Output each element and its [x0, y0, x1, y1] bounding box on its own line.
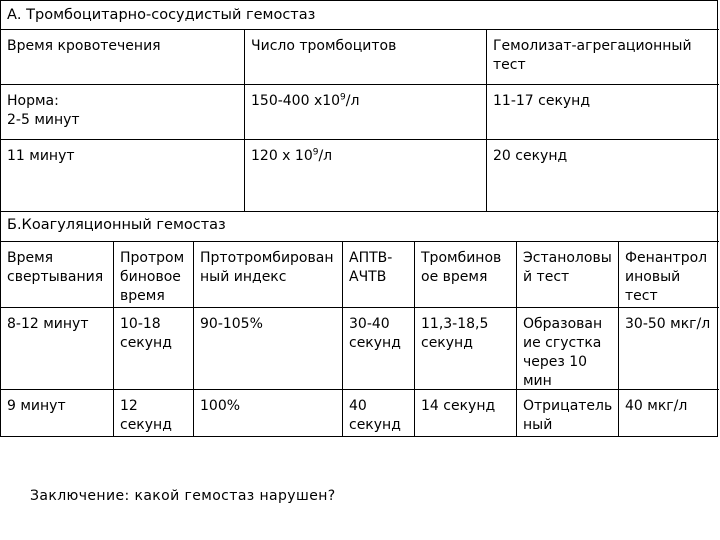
- cell-line: 40 мкг/л: [625, 398, 688, 414]
- row-divider: [1, 139, 719, 140]
- header-line: Тромбинов: [421, 250, 502, 266]
- header-platelet-count: [251, 37, 396, 56]
- cell-line: Норма:: [7, 93, 59, 109]
- header-thrombin-time: [421, 249, 501, 287]
- header-line: Время кровотечения: [7, 38, 161, 54]
- cell-line: 11,3-18,5: [421, 316, 489, 332]
- header-line: время: [120, 288, 165, 304]
- header-line: Пртотромбирован: [200, 250, 334, 266]
- header-phenanthroline-test: [625, 249, 707, 306]
- col-divider: [244, 29, 245, 211]
- col-divider: [618, 241, 619, 437]
- row-divider: [1, 211, 719, 212]
- header-prothrombin-index: [200, 249, 333, 287]
- cell-phenanthroline-patient: [625, 397, 687, 416]
- cell-line: Отрицатель: [523, 398, 613, 414]
- col-divider: [193, 241, 194, 437]
- cell-clotting-norm: [7, 315, 88, 334]
- col-divider: [516, 241, 517, 437]
- cell-line: секунд: [349, 417, 401, 433]
- section-a-title: А. Тромбоцитарно-сосудистый гемостаз: [7, 7, 316, 23]
- cell-line: 10-18: [120, 316, 161, 332]
- cell-line: ие сгустка: [523, 335, 602, 351]
- cell-line: 90-105%: [200, 316, 263, 332]
- header-line: иновый: [625, 269, 681, 285]
- header-line: тест: [493, 57, 526, 73]
- cell-ethanol-test-norm: [523, 315, 602, 391]
- header-line: й тест: [523, 269, 570, 285]
- cell-clotting-patient: [7, 397, 66, 416]
- cell-line: секунд: [349, 335, 401, 351]
- cell-line: Образован: [523, 316, 603, 332]
- cell-text: 150-400 х10: [251, 93, 341, 109]
- cell-line: секунд: [120, 335, 172, 351]
- cell-prothrombin-time-norm: [120, 315, 172, 353]
- cell-phenanthroline-norm: [625, 315, 710, 334]
- cell-line: 2-5 минут: [7, 112, 80, 128]
- header-prothrombin-time: [120, 249, 184, 306]
- cell-bleeding-norm: [7, 92, 80, 130]
- header-line: Число тромбоцитов: [251, 38, 397, 54]
- cell-aggregation-norm: [493, 92, 590, 111]
- cell-thrombin-time-patient: [421, 397, 495, 416]
- cell-platelets-patient: [251, 147, 332, 166]
- row-divider: [1, 307, 719, 308]
- col-divider: [414, 241, 415, 437]
- cell-line: 12: [120, 398, 138, 414]
- header-line: Эстаноловы: [523, 250, 612, 266]
- cell-text: /л: [345, 93, 360, 109]
- row-divider: [1, 84, 719, 85]
- cell-thrombin-time-norm: [421, 315, 488, 353]
- header-line: Протром: [120, 250, 185, 266]
- cell-prothrombin-time-patient: [120, 397, 172, 435]
- row-divider: [1, 29, 719, 30]
- header-ethanol-test: [523, 249, 612, 287]
- cell-line: секунд: [421, 335, 473, 351]
- header-line: биновое: [120, 269, 181, 285]
- conclusion-question: Заключение: какой гемостаз нарушен?: [30, 488, 336, 504]
- cell-line: 9 минут: [7, 398, 66, 414]
- cell-aptt-patient: [349, 397, 401, 435]
- superscript: 9: [312, 147, 319, 158]
- section-b-title: Б.Коагуляционный гемостаз: [7, 217, 226, 233]
- cell-aptt-norm: [349, 315, 401, 353]
- cell-aggregation-patient: [493, 147, 567, 166]
- cell-line: секунд: [120, 417, 172, 433]
- cell-line: 20 секунд: [493, 148, 568, 164]
- cell-line: 30-50 мкг/л: [625, 316, 711, 332]
- header-line: Фенантрол: [625, 250, 708, 266]
- cell-line: 100%: [200, 398, 241, 414]
- row-divider: [1, 389, 719, 390]
- cell-text: /л: [318, 148, 333, 164]
- header-line: Гемолизат-агрегационный: [493, 38, 692, 54]
- cell-ethanol-test-patient: [523, 397, 612, 435]
- superscript: 9: [340, 92, 346, 103]
- cell-bleeding-patient: [7, 147, 75, 166]
- cell-text: 120 х 10: [251, 148, 313, 164]
- cell-platelets-norm: [251, 92, 359, 111]
- row-divider: [1, 241, 719, 242]
- cell-line: 11 минут: [7, 148, 75, 164]
- cell-line: мин: [523, 373, 552, 389]
- header-line: ое время: [421, 269, 488, 285]
- cell-line: 30-40: [349, 316, 390, 332]
- col-divider: [486, 29, 487, 211]
- cell-prothrombin-index-patient: [200, 397, 240, 416]
- cell-prothrombin-index-norm: [200, 315, 263, 334]
- cell-line: ный: [523, 417, 553, 433]
- cell-line: 40: [349, 398, 367, 414]
- header-line: АПТВ-: [349, 250, 393, 266]
- header-aggregation-test: [493, 37, 692, 75]
- header-line: АЧТВ: [349, 269, 387, 285]
- header-line: Время: [7, 250, 54, 266]
- header-line: тест: [625, 288, 658, 304]
- cell-line: 11-17 секунд: [493, 93, 591, 109]
- header-line: ный индекс: [200, 269, 287, 285]
- col-divider: [113, 241, 114, 437]
- header-clotting-time: [7, 249, 103, 287]
- header-line: свертывания: [7, 269, 104, 285]
- cell-line: 8-12 минут: [7, 316, 89, 332]
- header-bleeding-time: [7, 37, 161, 56]
- col-divider: [342, 241, 343, 437]
- header-aptt: [349, 249, 392, 287]
- cell-line: через 10: [523, 354, 588, 370]
- cell-line: 14 секунд: [421, 398, 496, 414]
